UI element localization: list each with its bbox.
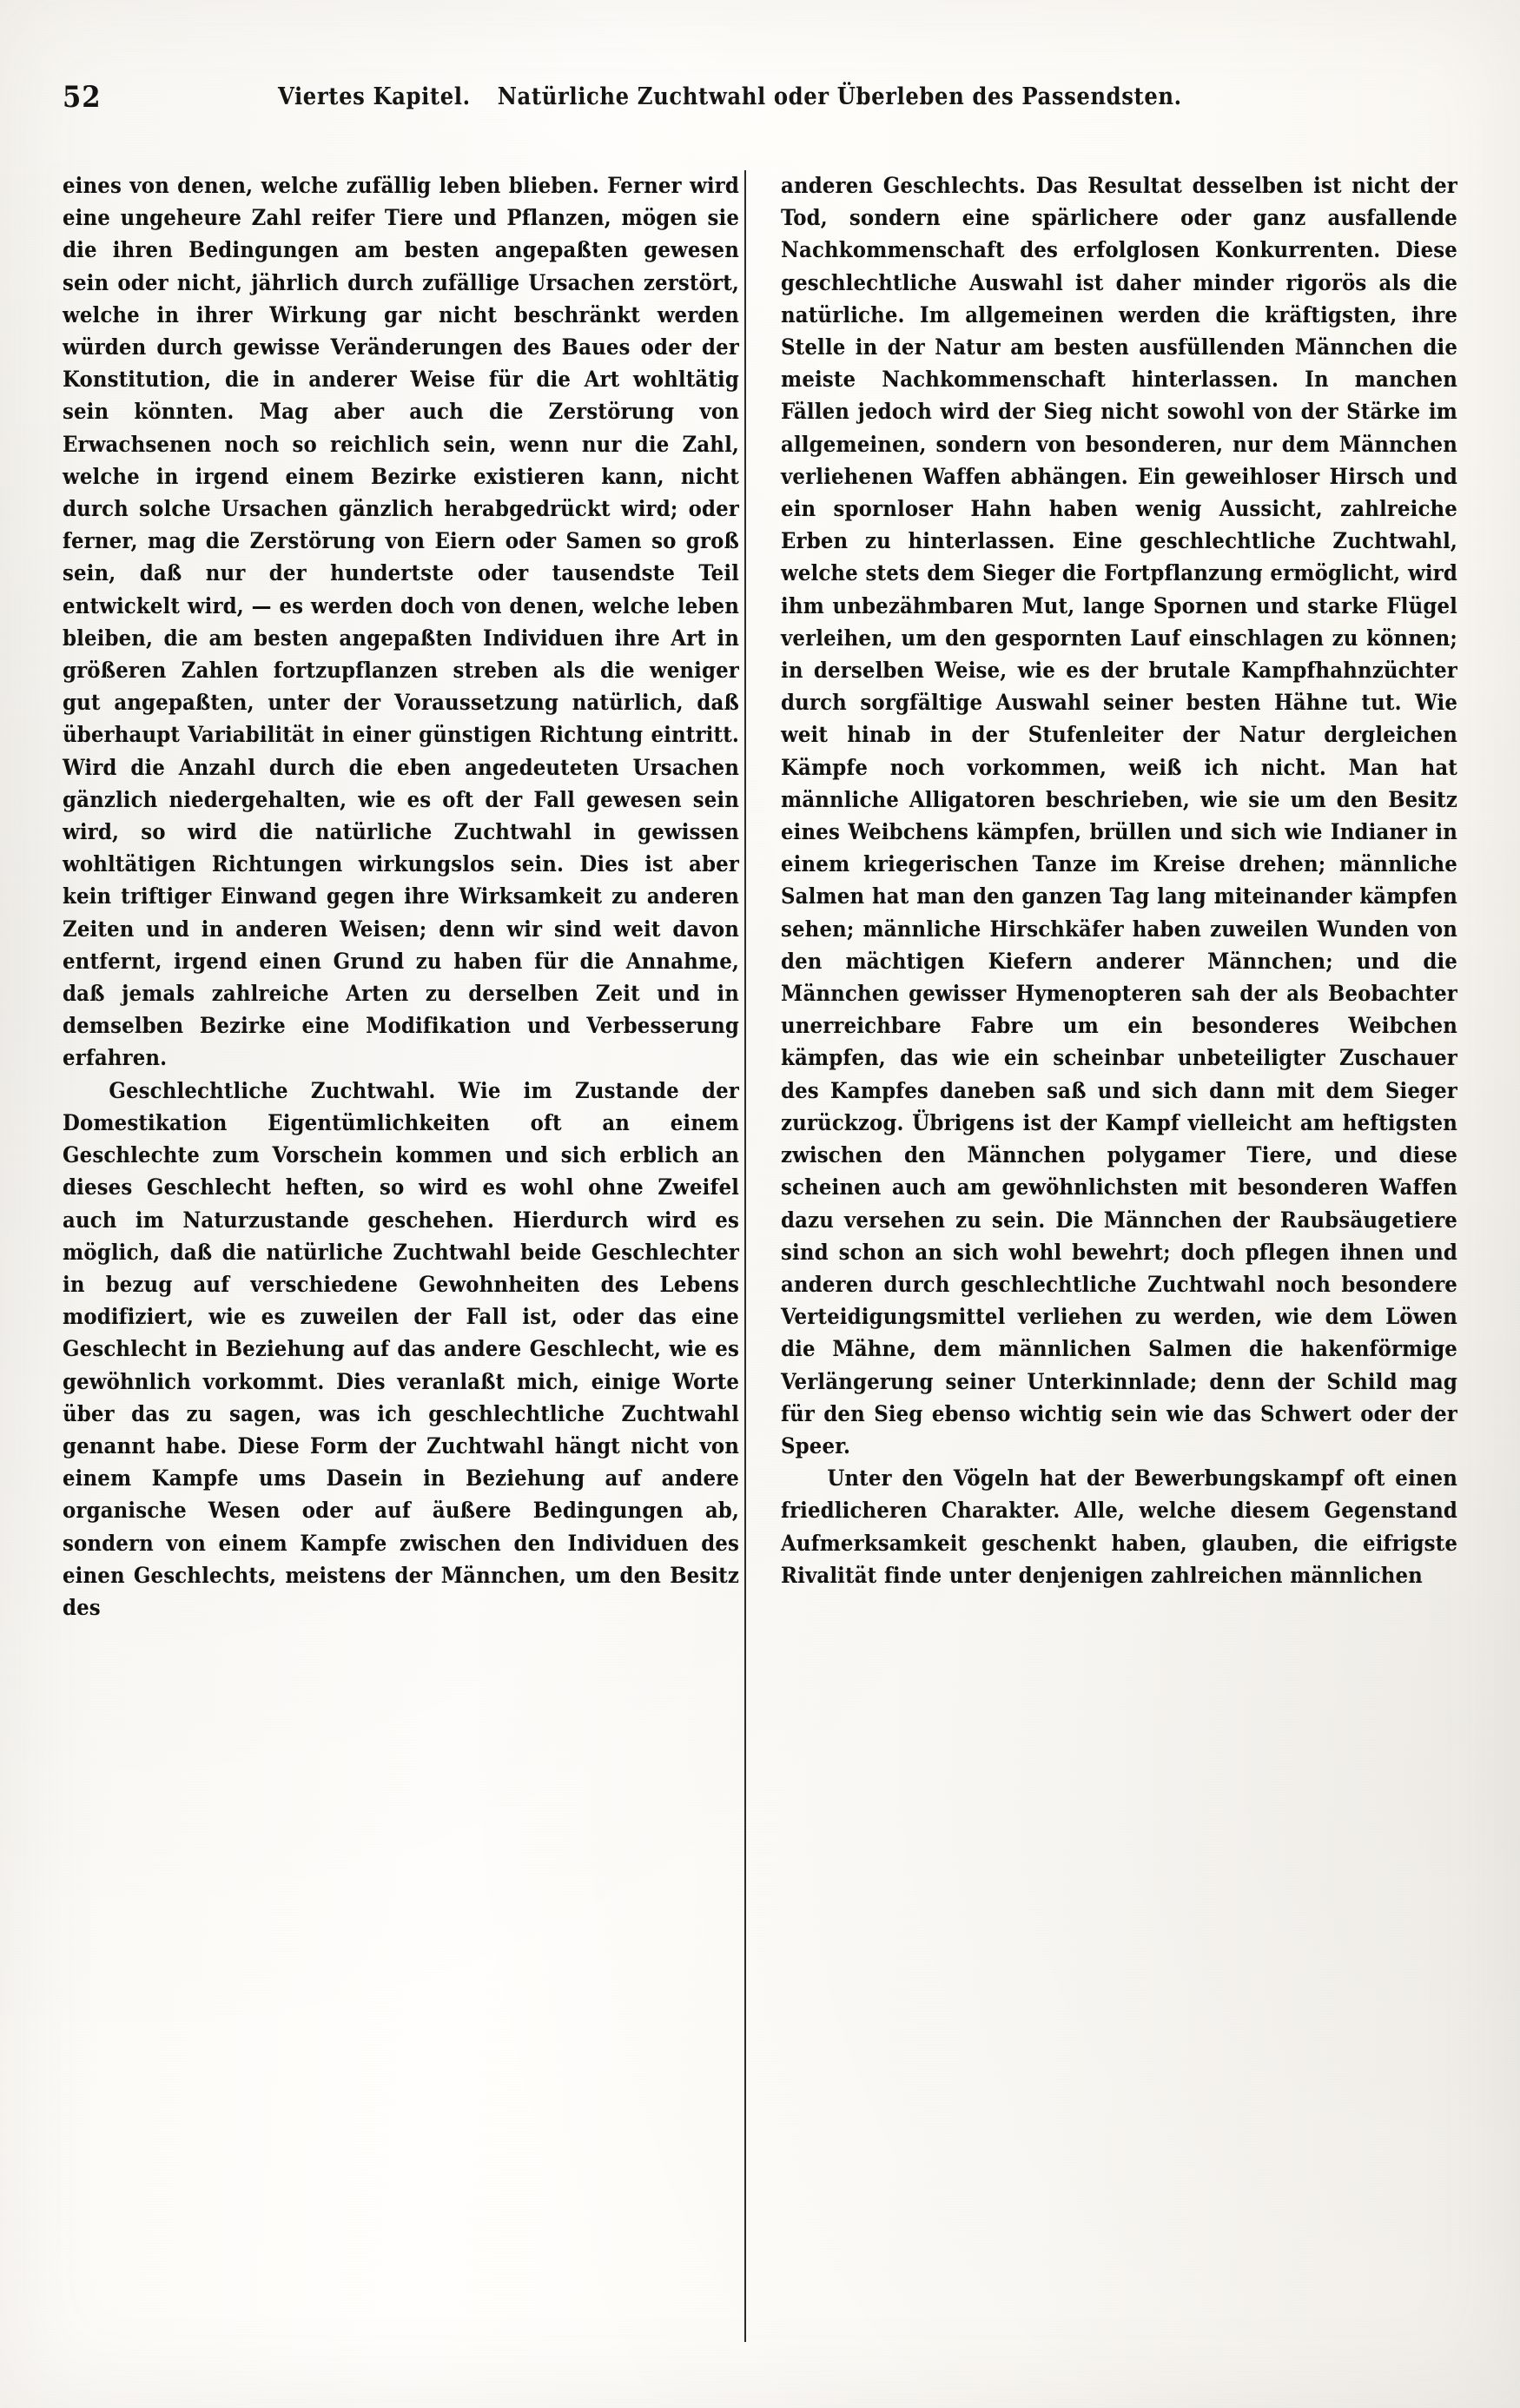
paragraph: anderen Geschlechts. Das Resultat desselben ist nicht der Tod, sondern eine spärlichere oder ganz ausfallende Nachkommenschaft des erfolglosen Konkurrenten. Diese geschlechtliche Auswahl ist daher minder rigorös als die natürliche. Im allgemeinen werden die kräftigsten, ihre Stelle in der Natur am besten ausfüllenden Männchen die meiste Nachkommenschaft hinterlassen. In manchen Fällen jedoch wird der Sieg nicht sowohl von der Stärke im allgemeinen, sondern von besonderen, nur dem Männchen verliehenen Waffen abhängen. Ein geweihloser Hirsch und ein spornloser Hahn haben wenig Aussicht, zahlreiche Erben zu hinterlassen. Eine geschlechtliche Zuchtwahl, welche stets dem Sieger die Fortpflanzung ermöglicht, wird ihm unbezähmbaren Mut, lange Spornen und starke Flügel verleihen, um den gespornten Lauf einschlagen zu können; in derselben Weise, wie es der brutale Kampfhahnzüchter durch sorgfältige Auswahl seiner besten Hähne tut. Wie weit hinab in der Stufenleiter der Natur dergleichen Kämpfe noch vorkommen, weiß ich nicht. Man hat männliche Alligatoren beschrieben, wie sie um den Besitz eines Weibchens kämpfen, brüllen und sich wie Indianer in einem kriegerischen Tanze im Kreise drehen; männliche Salmen hat man den ganzen Tag lang miteinander kämpfen sehen; männliche Hirschkäfer haben zuweilen Wunden von den mächtigen Kiefern anderer Männchen; und die Männchen gewisser Hymenopteren sah der als Beobachter unerreichbare Fabre um ein besonderes Weibchen kämpfen, das wie ein scheinbar unbeteiligter Zuschauer des Kampfes daneben saß und sich dann mit dem Sieger zurückzog. Übrigens ist der Kampf vielleicht am heftigsten zwischen den Männchen polygamer Tiere, und diese scheinen auch am gewöhnlichsten mit besonderen Waffen dazu versehen zu sein. Die Männchen der Raubsäugetiere sind schon an sich wohl bewehrt; doch pflegen ihnen und anderen durch geschlechtliche Zuchtwahl noch besondere Verteidigungsmittel verliehen zu werden, wie dem Löwen die Mähne, dem männlichen Salmen die hakenförmige Verlängerung seiner Unterkinnlade; denn der Schild mag für den Sieg ebenso wichtig sein wie das Schwert oder der Speer. — [781, 172, 1457, 1459]
right-column — [758, 169, 1457, 2341]
running-head-title: Natürliche Zuchtwahl oder Überleben des Passendsten. — [497, 83, 1182, 110]
text-columns — [63, 169, 1457, 2341]
left-column — [63, 169, 758, 2341]
paragraph: eines von denen, welche zufällig leben blieben. Ferner wird eine ungeheure Zahl reifer Tiere und Pflanzen, mögen sie die ihren Bedingungen am besten angepaßten gewesen sein oder nicht, jährlich durch zufällige Ursachen zerstört, welche in ihrer Wirkung gar nicht beschränkt werden würden durch gewisse Veränderungen des Baues oder der Konstitution, die in anderer Weise für die Art wohltätig sein könnten. Mag aber auch die Zerstörung von Erwachsenen noch so reichlich sein, wenn nur die Zahl, welche in irgend einem Bezirke existieren kann, nicht durch solche Ursachen gänzlich herabgedrückt wird; oder ferner, mag die Zerstörung von Eiern oder Samen so groß sein, daß nur der hundertste oder tausendste Teil entwickelt wird, — es werden doch von denen, welche leben bleiben, die am besten angepaßten Individuen ihre Art in größeren Zahlen fortzupflanzen streben als die weniger gut angepaßten, unter der Voraussetzung natürlich, daß überhaupt Variabilität in einer günstigen Richtung eintritt. Wird die Anzahl durch die eben angedeuteten Ursachen gänzlich niedergehalten, wie es oft der Fall gewesen sein wird, so wird die natürliche Zuchtwahl in gewissen wohltätigen Richtungen wirkungslos sein. Dies ist aber kein triftiger Einwand gegen ihre Wirksamkeit zu anderen Zeiten und in anderen Weisen; denn wir sind weit davon entfernt, irgend einen Grund zu haben für die Annahme, daß jemals zahlreiche Arten zu derselben Zeit und in demselben Bezirke eine Modifikation und Verbesserung erfahren. — [63, 172, 739, 1071]
running-head — [278, 83, 1459, 110]
paragraph: Unter den Vögeln hat der Bewerbungskampf oft einen friedlicheren Charakter. Alle, welche diesem Gegenstand Aufmerksamkeit geschenkt haben, glauben, die eifrigste Rivalität finde unter denjenigen zahlreichen männlichen — [781, 1465, 1457, 1588]
paragraph: Geschlechtliche Zuchtwahl. Wie im Zustande der Domestikation Eigentümlichkeiten oft an einem Geschlechte zum Vorschein kommen und sich erblich an dieses Geschlecht heften, so wird es wohl ohne Zweifel auch im Naturzustande geschehen. Hierdurch wird es möglich, daß die natürliche Zuchtwahl beide Geschlechter in bezug auf verschiedene Gewohnheiten des Lebens modifiziert, wie es zuweilen der Fall ist, oder das eine Geschlecht in Beziehung auf das andere Geschlecht, wie es gewöhnlich vorkommt. Dies veranlaßt mich, einige Worte über das zu sagen, was ich geschlechtliche Zuchtwahl genannt habe. Diese Form der Zuchtwahl hängt nicht von einem Kampfe ums Dasein in Beziehung auf andere organische Wesen oder auf äußere Bedingungen ab, sondern von einem Kampfe zwischen den Individuen des einen Geschlechts, meistens der Männchen, um den Besitz des — [63, 1076, 739, 1620]
running-head-chapter: Viertes Kapitel. — [278, 83, 471, 110]
page-number: 52 — [63, 80, 102, 115]
